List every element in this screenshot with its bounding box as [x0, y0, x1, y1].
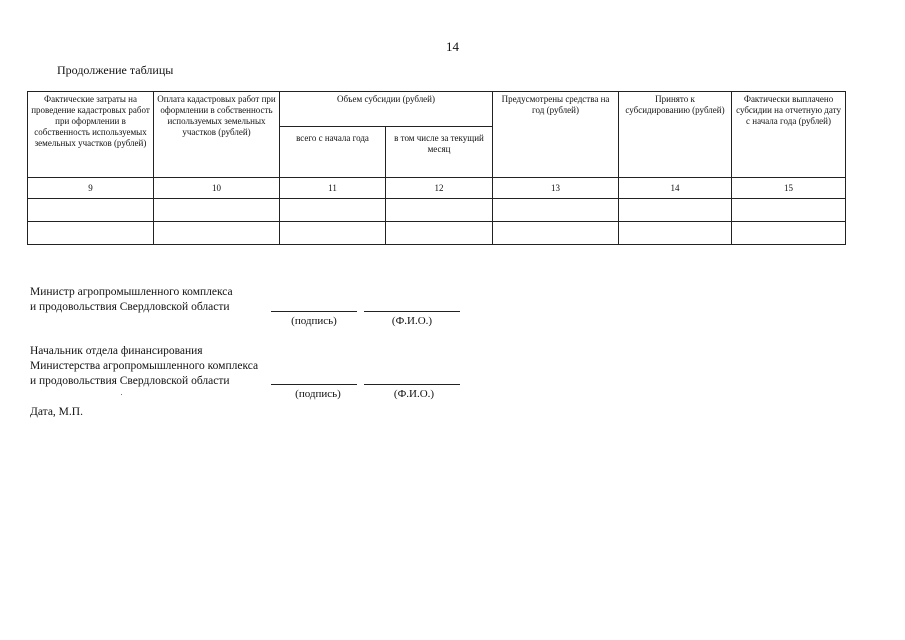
subsidy-table [27, 91, 846, 245]
table-cell [28, 199, 154, 222]
head-name-label: (Ф.И.О.) [393, 388, 435, 400]
table-cell [619, 199, 732, 222]
column-number: 14 [619, 178, 732, 199]
page-number: 14 [446, 39, 459, 54]
table-cell [280, 199, 386, 222]
table-cell [732, 199, 846, 222]
head-signature-label: (подпись) [295, 388, 341, 400]
head-name-line [364, 384, 460, 385]
table-cell [28, 222, 154, 245]
column-number: 15 [732, 178, 846, 199]
column-number: 13 [493, 178, 619, 199]
column-number: 11 [280, 178, 386, 199]
header-col12: в том числе за текущий месяц [386, 127, 493, 178]
column-number-row [28, 178, 846, 199]
header-col9: Фактические затраты на проведение кадастровых работ при оформлении в собственность используемых земельных участков (рублей) [28, 92, 154, 178]
scan-speck [121, 394, 122, 395]
head-title-line3: и продовольствия Свердловской области [30, 375, 230, 387]
table-cell [732, 222, 846, 245]
head-signature-line [271, 384, 357, 385]
table-cell [493, 199, 619, 222]
table-continuation-caption: Продолжение таблицы [57, 63, 174, 77]
minister-signature-label: (подпись) [291, 315, 337, 327]
column-number: 9 [28, 178, 154, 199]
table-cell [493, 222, 619, 245]
table-cell [154, 222, 280, 245]
header-col14: Принято к субсидированию (рублей) [619, 92, 732, 178]
table-cell [386, 199, 493, 222]
column-number: 10 [154, 178, 280, 199]
column-number: 12 [386, 178, 493, 199]
table-row [28, 199, 846, 222]
head-title-line2: Министерства агропромышленного комплекса [30, 360, 259, 372]
minister-signature-line [271, 311, 357, 312]
header-subsidy-group: Объем субсидии (рублей) [280, 92, 493, 127]
table-cell [619, 222, 732, 245]
minister-title-line1: Министр агропромышленного комплекса [30, 286, 233, 298]
minister-name-line [364, 311, 460, 312]
table-cell [386, 222, 493, 245]
header-col15: Фактически выплачено субсидии на отчетную дату с начала года (рублей) [732, 92, 846, 178]
table-cell [154, 199, 280, 222]
table-row [28, 222, 846, 245]
header-col10: Оплата кадастровых работ при оформлении в собственность используемых земельных участков (рублей) [154, 92, 280, 178]
head-title-line1: Начальник отдела финансирования [30, 345, 203, 357]
date-stamp-label: Дата, М.П. [30, 406, 83, 418]
header-col13: Предусмотрены средства на год (рублей) [493, 92, 619, 178]
minister-name-label: (Ф.И.О.) [391, 315, 433, 327]
table-cell [280, 222, 386, 245]
header-col11: всего с начала года [280, 127, 386, 178]
minister-title-line2: и продовольствия Свердловской области [30, 301, 230, 313]
